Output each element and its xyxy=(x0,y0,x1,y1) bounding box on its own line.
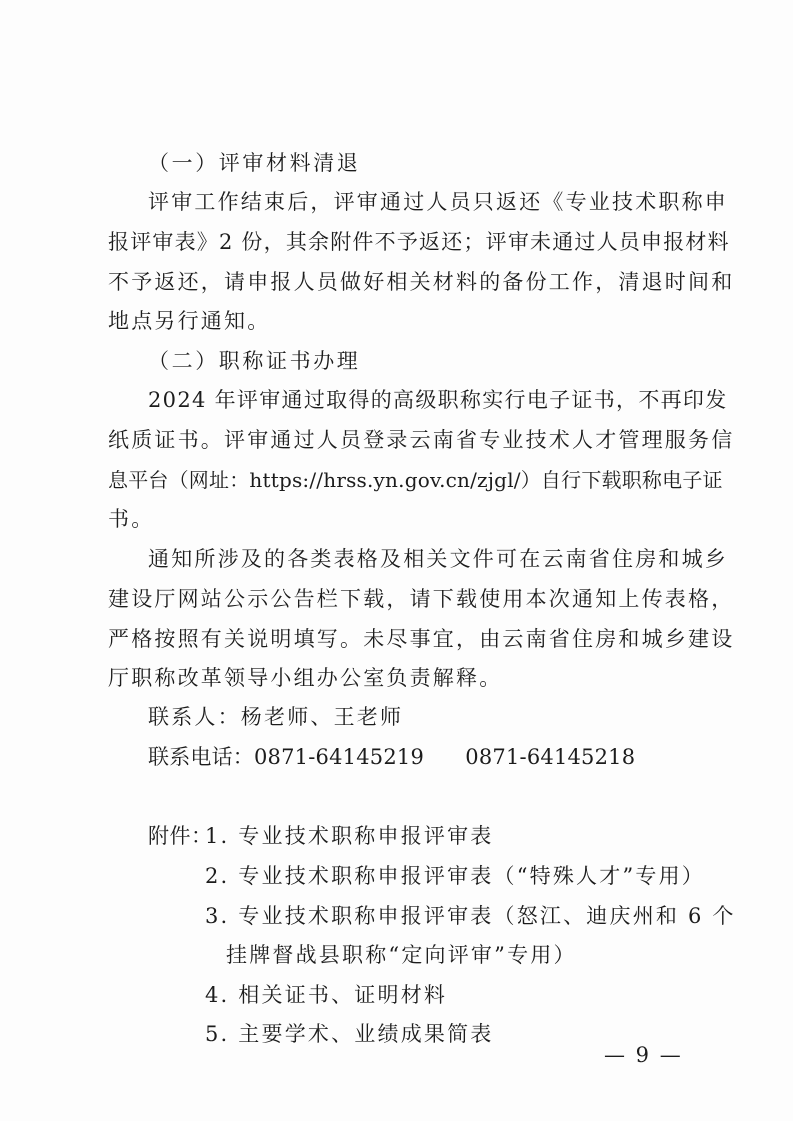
paragraph-line: 厅职称改革领导小组办公室负责解释。 xyxy=(108,666,503,690)
paragraph-line: 不予返还，请申报人员做好相关材料的备份工作，清退时间和 xyxy=(108,270,735,294)
attachments-label: 附件： xyxy=(148,824,213,848)
paragraph-line: 建设厅网站公示公告栏下载，请下载使用本次通知上传表格， xyxy=(108,587,735,611)
contact-person: 联系人：杨老师、王老师 xyxy=(148,705,404,729)
paragraph-line: 地点另行通知。 xyxy=(108,309,271,333)
paragraph-line: 纸质证书。评审通过人员登录云南省专业技术人才管理服务信 xyxy=(108,428,735,452)
section-heading-certificate: （二）职称证书办理 xyxy=(148,349,361,373)
attachment-item: 3. 专业技术职称申报评审表（怒江、迪庆州和 6 个 xyxy=(205,904,736,928)
page-number: — 9 — xyxy=(604,1043,683,1067)
attachment-item: 4. 相关证书、证明材料 xyxy=(205,983,448,1007)
paragraph-line: 严格按照有关说明填写。未尽事宜，由云南省住房和城乡建设 xyxy=(108,627,735,651)
attachment-item-continued: 挂牌督战县职称“定向评审”专用） xyxy=(226,943,577,967)
paragraph-line: 报评审表》2 份，其余附件不予返还；评审未通过人员申报材料 xyxy=(108,230,730,254)
paragraph-line: 通知所涉及的各类表格及相关文件可在云南省住房和城乡 xyxy=(148,547,728,571)
attachment-item: 2. 专业技术职称申报评审表（“特殊人才”专用） xyxy=(205,864,705,888)
attachment-item: 5. 主要学术、业绩成果简表 xyxy=(205,1022,494,1046)
contact-phone: 联系电话：0871-64145219 0871-64145218 xyxy=(148,745,636,769)
paragraph-line-url: 息平台（网址：https://hrss.yn.gov.cn/zjgl/）自行下载职称电子证 xyxy=(108,468,723,492)
section-heading-materials: （一）评审材料清退 xyxy=(148,151,361,175)
attachment-item: 1. 专业技术职称申报评审表 xyxy=(205,824,494,848)
paragraph-line: 2024 年评审通过取得的高级职称实行电子证书，不再印发 xyxy=(148,388,728,412)
paragraph-line: 评审工作结束后，评审通过人员只返还《专业技术职称申 xyxy=(148,190,728,214)
paragraph-line: 书。 xyxy=(108,507,155,531)
